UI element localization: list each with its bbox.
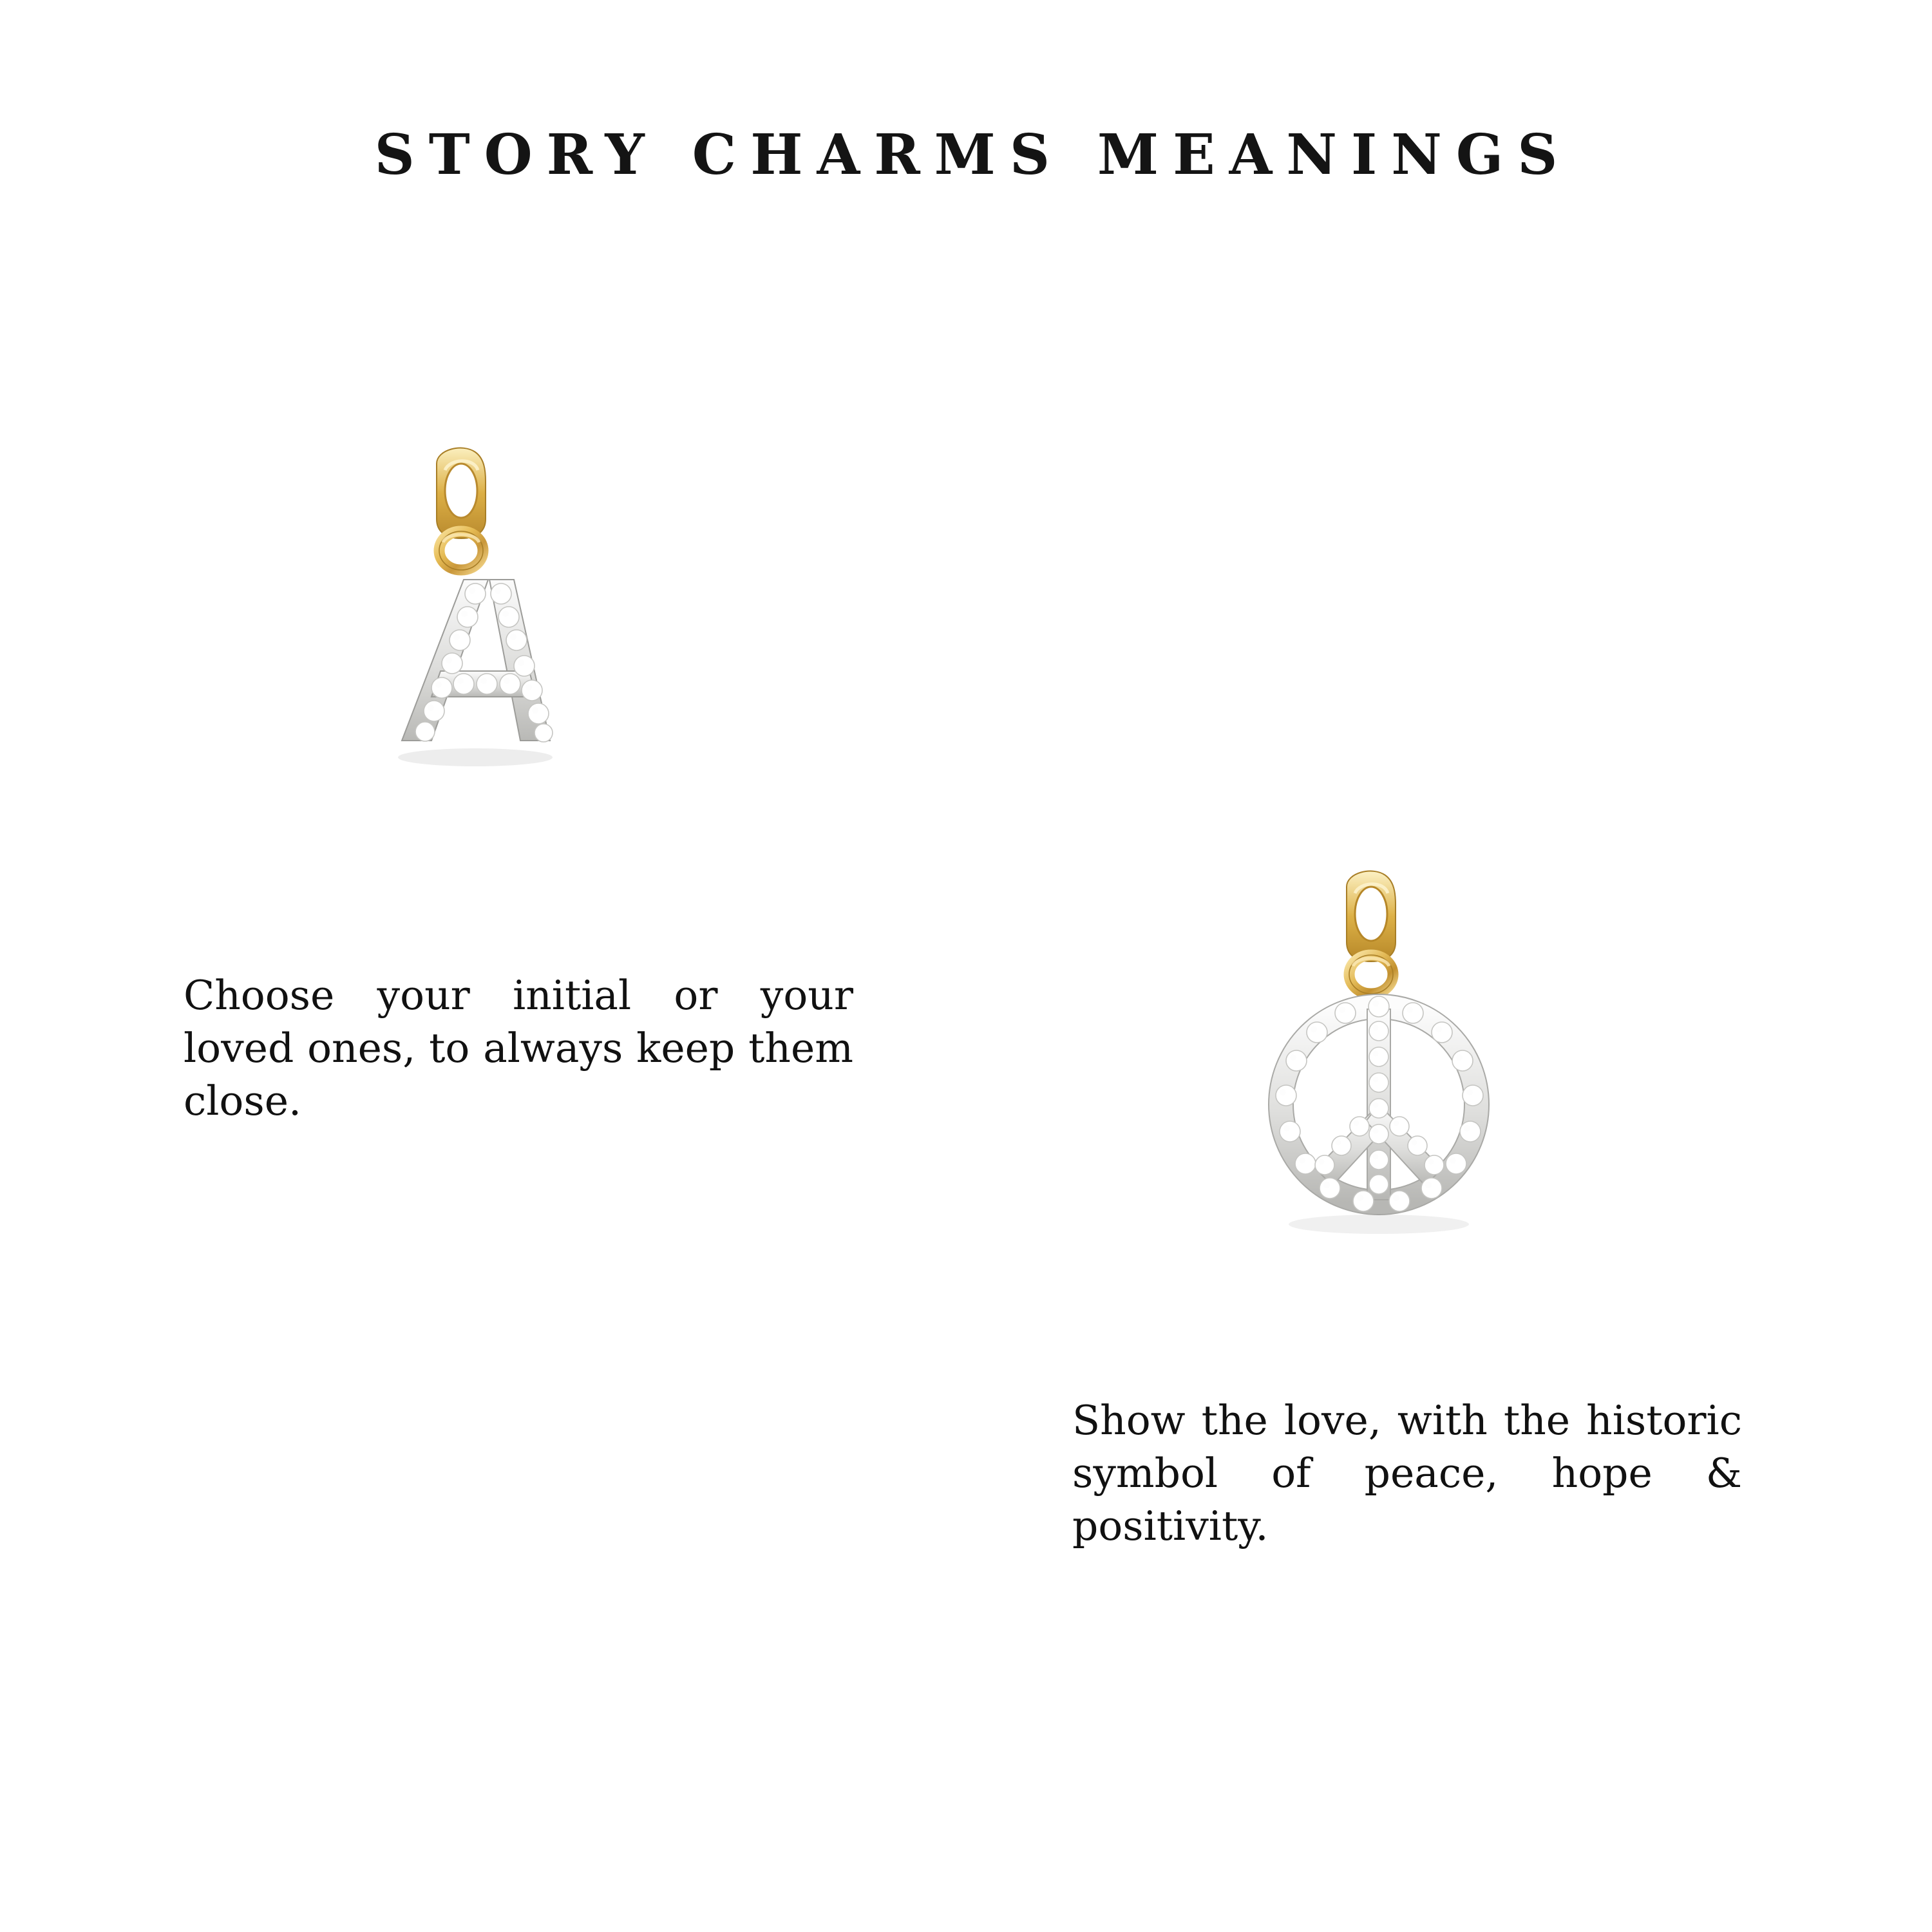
peace-sign-diamond-charm-art bbox=[1265, 866, 1523, 1291]
charm-initial-caption: Choose your initial or your loved ones, to always keep them close. bbox=[184, 972, 853, 1124]
page-title: STORY CHARMS MEANINGS bbox=[374, 122, 1572, 187]
charm-peace-block bbox=[1265, 866, 1523, 1291]
charm-initial-block bbox=[361, 444, 618, 857]
charm-peace-caption: Show the love, with the historic symbol of peace, hope & positivity. bbox=[1072, 1397, 1742, 1549]
letter-a-diamond-charm-icon bbox=[361, 444, 618, 857]
peace-sign-diamond-charm-icon bbox=[1265, 866, 1523, 1291]
letter-a-diamond-charm-art bbox=[361, 444, 618, 857]
